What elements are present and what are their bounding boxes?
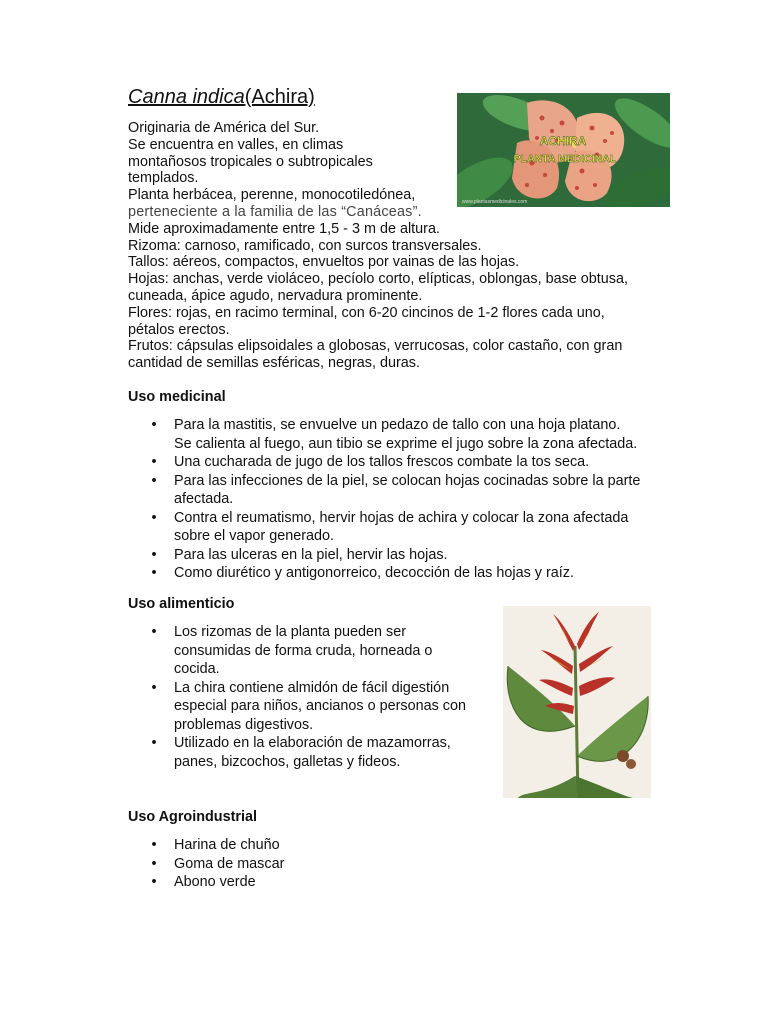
list-item-text: Para las infecciones de la piel, se colocan hojas cocinadas sobre la parte (174, 472, 641, 489)
list-item (128, 564, 640, 583)
description-line: cuneada, ápice agudo, nervadura prominente. (128, 287, 423, 304)
list-item-text: problemas digestivos. (174, 716, 314, 733)
bullet-icon: • (151, 546, 157, 563)
list-item (128, 509, 640, 546)
bullet-icon: • (151, 855, 157, 872)
description-line: Se encuentra en valles, en climas (128, 136, 344, 153)
list-item-text: La chira contiene almidón de fácil digestión (174, 679, 450, 696)
heading-uso-agroindustrial: Uso Agroindustrial (128, 809, 257, 825)
list-item-text: sobre el vapor generado. (174, 528, 335, 544)
heading-uso-alimenticio: Uso alimenticio (128, 596, 235, 612)
list-item (128, 416, 640, 453)
description-line: pétalos erectos. (128, 321, 230, 338)
bullet-icon: • (151, 417, 157, 433)
title-common-name: (Achira) (244, 86, 315, 108)
list-uso-alimenticio (128, 623, 466, 771)
bullet-icon: • (151, 837, 157, 853)
title-scientific-name: Canna indica (128, 86, 245, 108)
list-item (128, 453, 640, 472)
list-item-text: Abono verde (174, 874, 256, 890)
list-item-text: Como diurético y antigonorreico, decocción de las hojas y raíz. (174, 565, 574, 581)
description-line: perteneciente a la familia de las “Canáceas”. (128, 203, 422, 220)
plant-description (128, 120, 688, 372)
bullet-icon: • (151, 735, 157, 751)
description-line: Hojas: anchas, verde violáceo, pecíolo corto, elípticas, oblongas, base obtusa, (128, 271, 628, 288)
list-item-text: cocida. (174, 661, 220, 677)
list-item-text: Harina de chuño (174, 837, 280, 853)
image-caption-line2: PLANTA MEDICINAL (513, 153, 617, 165)
description-line: Rizoma: carnoso, ramificado, con surcos transversales. (128, 237, 482, 254)
list-item-text: Goma de mascar (174, 855, 285, 872)
list-item-text: Para las ulceras en la piel, hervir las hojas. (174, 546, 448, 563)
bullet-icon: • (151, 454, 157, 470)
list-item-text: Se calienta al fuego, aun tibio se exprime el jugo sobre la zona afectada. (174, 435, 638, 452)
list-item-text: Los rizomas de la planta pueden ser (174, 624, 406, 640)
image-caption-line1: ACHIRA (539, 134, 587, 148)
list-item-text: Para la mastitis, se envuelve un pedazo de tallo con una hoja platano. (174, 417, 621, 433)
list-item-text: especial para niños, ancianos o personas con (174, 698, 467, 714)
bullet-icon: • (151, 472, 157, 489)
list-item-text: panes, bizcochos, galletas y fideos. (174, 753, 401, 770)
description-line: Originaria de América del Sur. (128, 120, 320, 136)
description-line: Tallos: aéreos, compactos, envueltos por vainas de las hojas. (128, 254, 520, 271)
list-item (128, 855, 284, 874)
description-line: Frutos: cápsulas elipsoidales a globosas, verrucosas, color castaño, con gran (128, 338, 623, 355)
list-uso-medicinal (128, 416, 640, 583)
list-item (128, 679, 466, 735)
list-item-text: afectada. (174, 491, 234, 507)
page-title (128, 84, 315, 110)
list-item-text: Una cucharada de jugo de los tallos frescos combate la tos seca. (174, 454, 590, 470)
description-line: Planta herbácea, perenne, monocotiledónea, (128, 187, 416, 204)
list-item (128, 734, 466, 771)
botanical-drawing (503, 606, 651, 798)
list-item-text: Utilizado en la elaboración de mazamorras, (174, 735, 451, 751)
list-item (128, 546, 640, 565)
list-item (128, 472, 640, 509)
description-line: Mide aproximadamente entre 1,5 - 3 m de altura. (128, 220, 440, 237)
list-item-text: consumidas de forma cruda, horneada o (174, 642, 433, 659)
description-line: cantidad de semillas esféricas, negras, duras. (128, 355, 420, 372)
description-line: templados. (128, 170, 199, 187)
image-watermark: www.plantasmedicinales.com (462, 199, 528, 205)
list-item (128, 873, 284, 892)
list-item (128, 623, 466, 679)
list-item (128, 836, 284, 855)
bullet-icon: • (151, 679, 157, 696)
bullet-icon: • (151, 874, 157, 890)
list-item-text: Contra el reumatismo, hervir hojas de achira y colocar la zona afectada (174, 509, 629, 526)
list-uso-agroindustrial (128, 836, 284, 892)
description-line: montañosos tropicales o subtropicales (128, 153, 373, 170)
bullet-icon: • (151, 565, 157, 581)
description-line: Flores: rojas, en racimo terminal, con 6-20 cincinos de 1-2 flores cada uno, (128, 304, 605, 321)
achira-botanical-illustration (503, 606, 651, 798)
heading-uso-medicinal: Uso medicinal (128, 389, 226, 405)
bullet-icon: • (151, 509, 157, 526)
bullet-icon: • (151, 624, 157, 640)
